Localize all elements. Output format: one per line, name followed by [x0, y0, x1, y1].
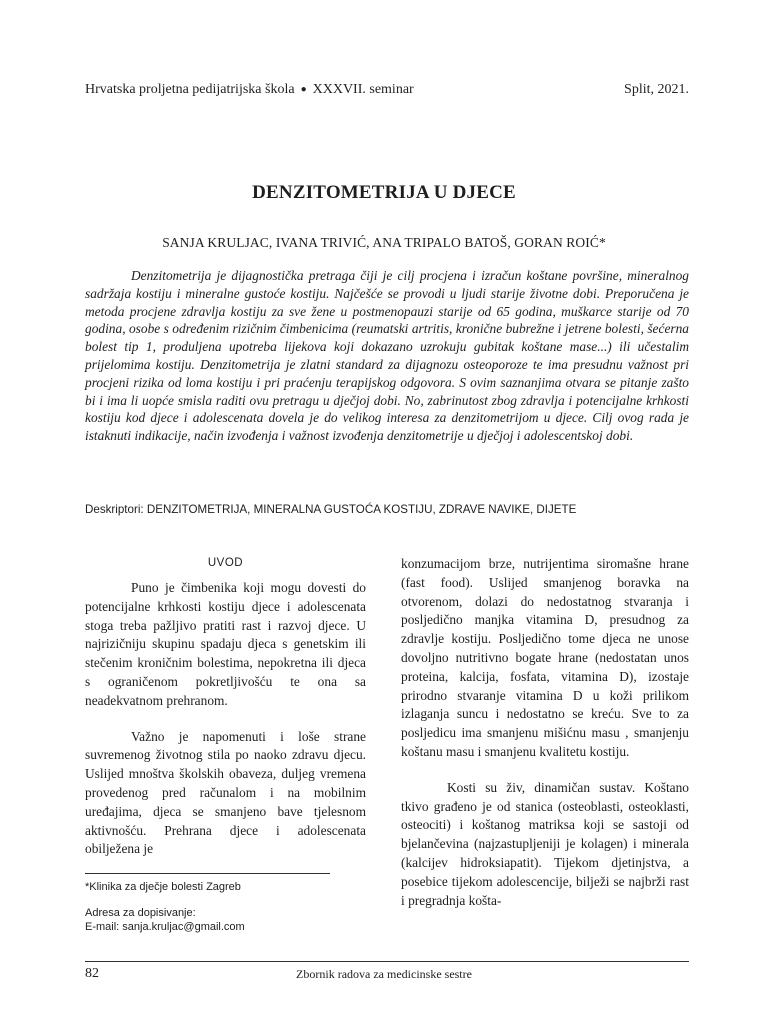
- right-column: [401, 555, 689, 927]
- footnote: [85, 880, 385, 934]
- author-list: SANJA KRULJAC, IVANA TRIVIĆ, ANA TRIPALO BATOŠ, GORAN ROIĆ*: [162, 235, 606, 250]
- affiliation-note: *Klinika za dječje bolesti Zagreb: [85, 881, 241, 893]
- seminar-label: XXXVII. seminar: [312, 82, 414, 97]
- body-paragraph: Kosti su živ, dinamičan sustav. Koštano tkivo građeno je od stanica (osteoblasti, osteoklasti, osteociti) i koštanog matriksa koji se sastoji od bjelančevina (najzastupljeniji je kolagen) i minerala (kalcijev hidroksiapatit). Tijekom djetinjstva, a posebice tijekom adolescencije, bilježi se najbrži rast i pregradnja košta-: [401, 779, 689, 908]
- abstract: Denzitometrija je dijagnostička pretraga čiji je cilj procjena i izračun koštane površine, mineralnog sadržaja kostiju i mineralne gustoće kostiju. Najčešće se provodi u ljudi starije životne dobi. Preporučena je metoda procjene zdravlja kostiju za sve žene u postmenopauzi starije od 65 godina, muškarce starije od 70 godina, osobe s određenim rizičnim čimbenicima (reumatski artritis, kronične bubrežne i jetrene bolesti, šećerna bolest tip 1, produljena upotreba lijekova koji dokazano uzrokuju gubitak koštane mase...) ili učestalim prijelomima kostiju. Denzitometrija je zlatni standard za dijagnozu osteoporoze te ima presudnu važnost pri procjeni rizika od loma kostiju i pri praćenju terapijskog odgovora. S ovim saznanjima otvara se pitanje zašto bi i ima li uopće smisla raditi ovu pretragu u dječjoj dobi. No, zabrinutost zbog zdravlja i potencijalne krhkosti kostiju kod djece i adolescenata dovela je do velikog interesa za denzitometrijom u djece. Cilj ovog rada je istaknuti indikacije, način izvođenja i važnost izvođenja denzitometrije u dječjoj i adolescentskoj dobi.: [85, 268, 689, 444]
- left-column: [85, 555, 366, 876]
- keywords-line: [85, 503, 705, 516]
- page-number: 82: [85, 966, 99, 981]
- header-left: [85, 80, 414, 100]
- footnote-divider: [85, 873, 330, 874]
- keywords-value: DENZITOMETRIJA, MINERALNA GUSTOĆA KOSTIJU, ZDRAVE NAVIKE, DIJETE: [146, 503, 577, 516]
- school-name: Hrvatska proljetna pedijatrijska škola: [85, 82, 295, 97]
- body-paragraph: konzumacijom brze, nutrijentima siromašne hrane (fast food). Uslijed smanjenog boravka na otvorenom, dolazi do nedostatnog stvaranja i posljedično manjka vitamina D, presudnog za zdravlje kostiju. Posljedično tome djeca ne unose dovoljno nutritivno bogate hrane (nedostatan unos proteina, kalcija, fosfata, vitamina D), izostaje prirodno stvaranje vitamina D u koži prilikom izlaganja suncu i nedostatno se kreću. Sve to za posljedicu ima smanjenu mišićnu masu , smanjenju koštanu masu i smanjenu kvalitetu kostiju.: [401, 556, 689, 759]
- email-line: E-mail: sanja.kruljac@gmail.com: [85, 921, 245, 933]
- section-heading: UVOD: [207, 557, 244, 569]
- place-year: Split, 2021.: [624, 82, 689, 97]
- bullet-separator: ●: [300, 84, 307, 95]
- body-paragraph: Puno je čimbenika koji mogu dovesti do potencijalne krhkosti kostiju djece i adolescenata stoga treba pažljivo pratiti rast i razvoj djece. U najrizičniju skupinu spadaju djeca s genetskim ili stečenim kroničnim bolestima, nepokretna ili djeca s ograničenom pokretljivošću te ona sa neadekvatnom prehranom.: [85, 580, 366, 708]
- body-paragraph: Važno je napomenuti i loše strane suvremenog životnog stila po naoko zdravu djecu. Uslijed mnoštva školskih obaveza, duljeg vremena provedenog pred računalom i na mobilnim uređajima, djeca se smanjeno bave tjelesnom aktivnošću. Prehrana djece i adolescenata obilježena je: [85, 728, 366, 857]
- footer-divider: [85, 961, 689, 962]
- journal-name: Zbornik radova za medicinske sestre: [296, 967, 472, 981]
- article-title: DENZITOMETRIJA U DJECE: [252, 182, 516, 203]
- keywords-label: Deskriptori:: [85, 503, 144, 516]
- address-label: Adresa za dopisivanje:: [85, 907, 196, 919]
